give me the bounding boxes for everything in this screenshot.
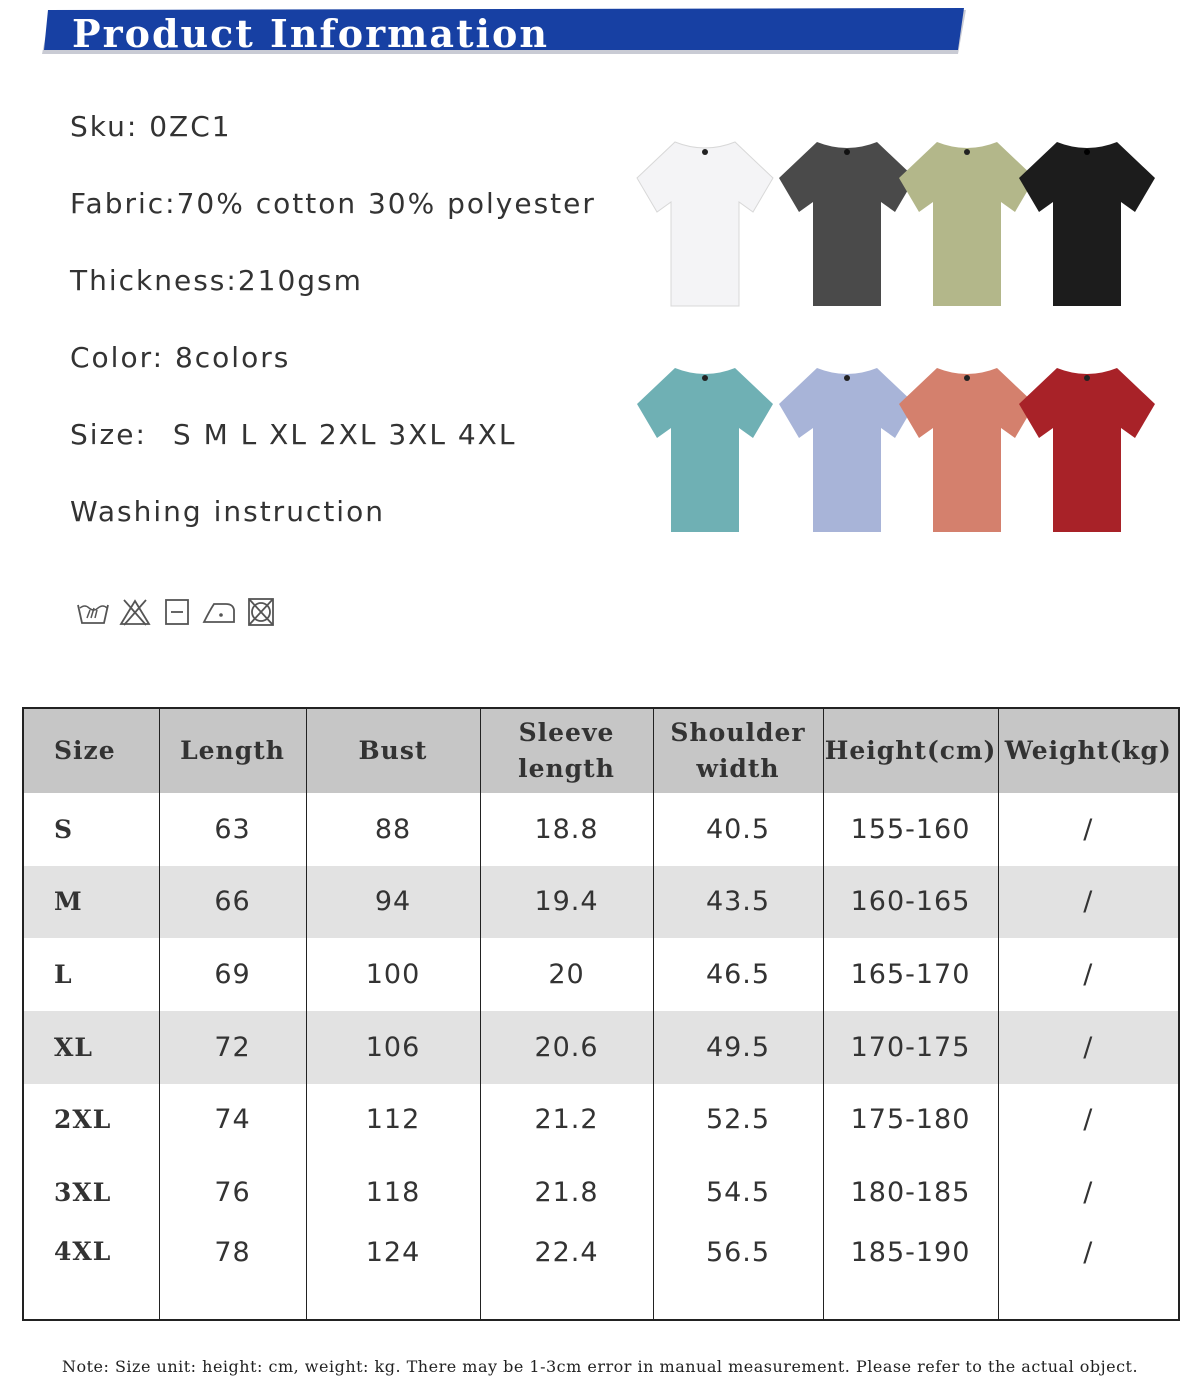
tshirt-red: [1017, 364, 1157, 534]
cell-shoulder: 49.5: [653, 1011, 823, 1084]
cell-weight: /: [998, 1084, 1179, 1157]
cell-size: L: [54, 960, 73, 990]
size-chart-table: [22, 707, 1180, 1321]
cell-size: 4XL: [54, 1236, 112, 1266]
header-bust: Bust: [306, 708, 480, 793]
table-row: [23, 938, 1179, 1011]
tshirt-white: [635, 138, 775, 308]
cell-sleeve: 18.8: [480, 793, 653, 866]
low-iron-icon: [200, 596, 238, 628]
cell-size: 3XL: [54, 1178, 112, 1208]
table-header-row: [23, 708, 1179, 793]
cell-height: 170-175: [823, 1011, 998, 1084]
cell-shoulder: 54.5: [653, 1156, 823, 1229]
header-length: Length: [159, 708, 306, 793]
cell-weight: /: [998, 938, 1179, 1011]
tshirt-dark-gray: [777, 138, 917, 308]
cell-weight: /: [998, 1011, 1179, 1084]
size-line: [70, 418, 516, 451]
tshirt-teal: [635, 364, 775, 534]
cell-length: 72: [159, 1011, 306, 1084]
cell-bust: 124: [306, 1229, 480, 1320]
cell-bust: 106: [306, 1011, 480, 1084]
cell-length: 63: [159, 793, 306, 866]
tshirt-sage: [897, 138, 1037, 308]
header-weight: Weight(kg): [998, 708, 1179, 793]
hand-wash-icon: [74, 596, 112, 628]
cell-weight: /: [998, 793, 1179, 866]
tshirt-periwinkle: [777, 364, 917, 534]
cell-weight: /: [998, 1156, 1179, 1229]
cell-bust: 112: [306, 1084, 480, 1157]
cell-bust: 118: [306, 1156, 480, 1229]
cell-shoulder: 56.5: [653, 1229, 823, 1320]
cell-length: 76: [159, 1156, 306, 1229]
cell-length: 78: [159, 1229, 306, 1320]
fabric-text: Fabric:70% cotton 30% polyester: [70, 187, 596, 220]
cell-bust: 94: [306, 866, 480, 939]
cell-height: 180-185: [823, 1156, 998, 1229]
cell-weight: /: [998, 1229, 1179, 1320]
cell-size: 2XL: [54, 1105, 112, 1135]
tshirt-coral: [897, 364, 1037, 534]
cell-sleeve: 22.4: [480, 1229, 653, 1320]
header-banner: [40, 8, 970, 54]
do-not-tumble-dry-icon: [242, 596, 280, 628]
cell-sleeve: 19.4: [480, 866, 653, 939]
cell-size: XL: [23, 1011, 159, 1084]
header-height: Height(cm): [823, 708, 998, 793]
size-note: Note: Size unit: height: cm, weight: kg. There may be 1-3cm error in manual measurement. Please refer to the actual object.: [61, 1357, 1139, 1376]
cell-bust: 88: [306, 793, 480, 866]
cell-size: S: [54, 814, 74, 844]
washing-text: Washing instruction: [70, 495, 385, 528]
header-sleeve-length: Sleeve length: [480, 708, 653, 793]
cell-length: 74: [159, 1084, 306, 1157]
cell-length: 66: [159, 866, 306, 939]
cell-height: 175-180: [823, 1084, 998, 1157]
header-size: Size: [23, 708, 159, 793]
cell-sleeve: 21.2: [480, 1084, 653, 1157]
cell-height: 160-165: [823, 866, 998, 939]
cell-height: 165-170: [823, 938, 998, 1011]
size-label: Size:: [70, 418, 147, 451]
cell-height: 155-160: [823, 793, 998, 866]
table-row: [23, 1229, 1179, 1320]
cell-shoulder: 43.5: [653, 866, 823, 939]
cell-length: 69: [159, 938, 306, 1011]
cell-shoulder: 40.5: [653, 793, 823, 866]
thickness-text: Thickness:210gsm: [70, 264, 363, 297]
color-text: Color: 8colors: [70, 341, 291, 374]
cell-sleeve: 20.6: [480, 1011, 653, 1084]
sku-text: Sku: 0ZC1: [70, 110, 232, 143]
dry-flat-icon: [158, 596, 196, 628]
table-row: [23, 1156, 1179, 1229]
cell-shoulder: 52.5: [653, 1084, 823, 1157]
table-row: [23, 1084, 1179, 1157]
cell-shoulder: 46.5: [653, 938, 823, 1011]
cell-weight: /: [998, 866, 1179, 939]
do-not-bleach-icon: [116, 596, 154, 628]
table-row: [23, 793, 1179, 866]
tshirt-black: [1017, 138, 1157, 308]
table-row: [23, 866, 1179, 939]
cell-sleeve: 20: [480, 938, 653, 1011]
cell-sleeve: 21.8: [480, 1156, 653, 1229]
cell-bust: 100: [306, 938, 480, 1011]
page-title: Product Information: [72, 11, 549, 56]
cell-height: 185-190: [823, 1229, 998, 1320]
header-shoulder-width: Shoulder width: [653, 708, 823, 793]
care-icons: [74, 596, 280, 628]
size-values: S M L XL 2XL 3XL 4XL: [172, 418, 517, 451]
table-row: [23, 1011, 1179, 1084]
cell-size: M: [23, 866, 159, 939]
